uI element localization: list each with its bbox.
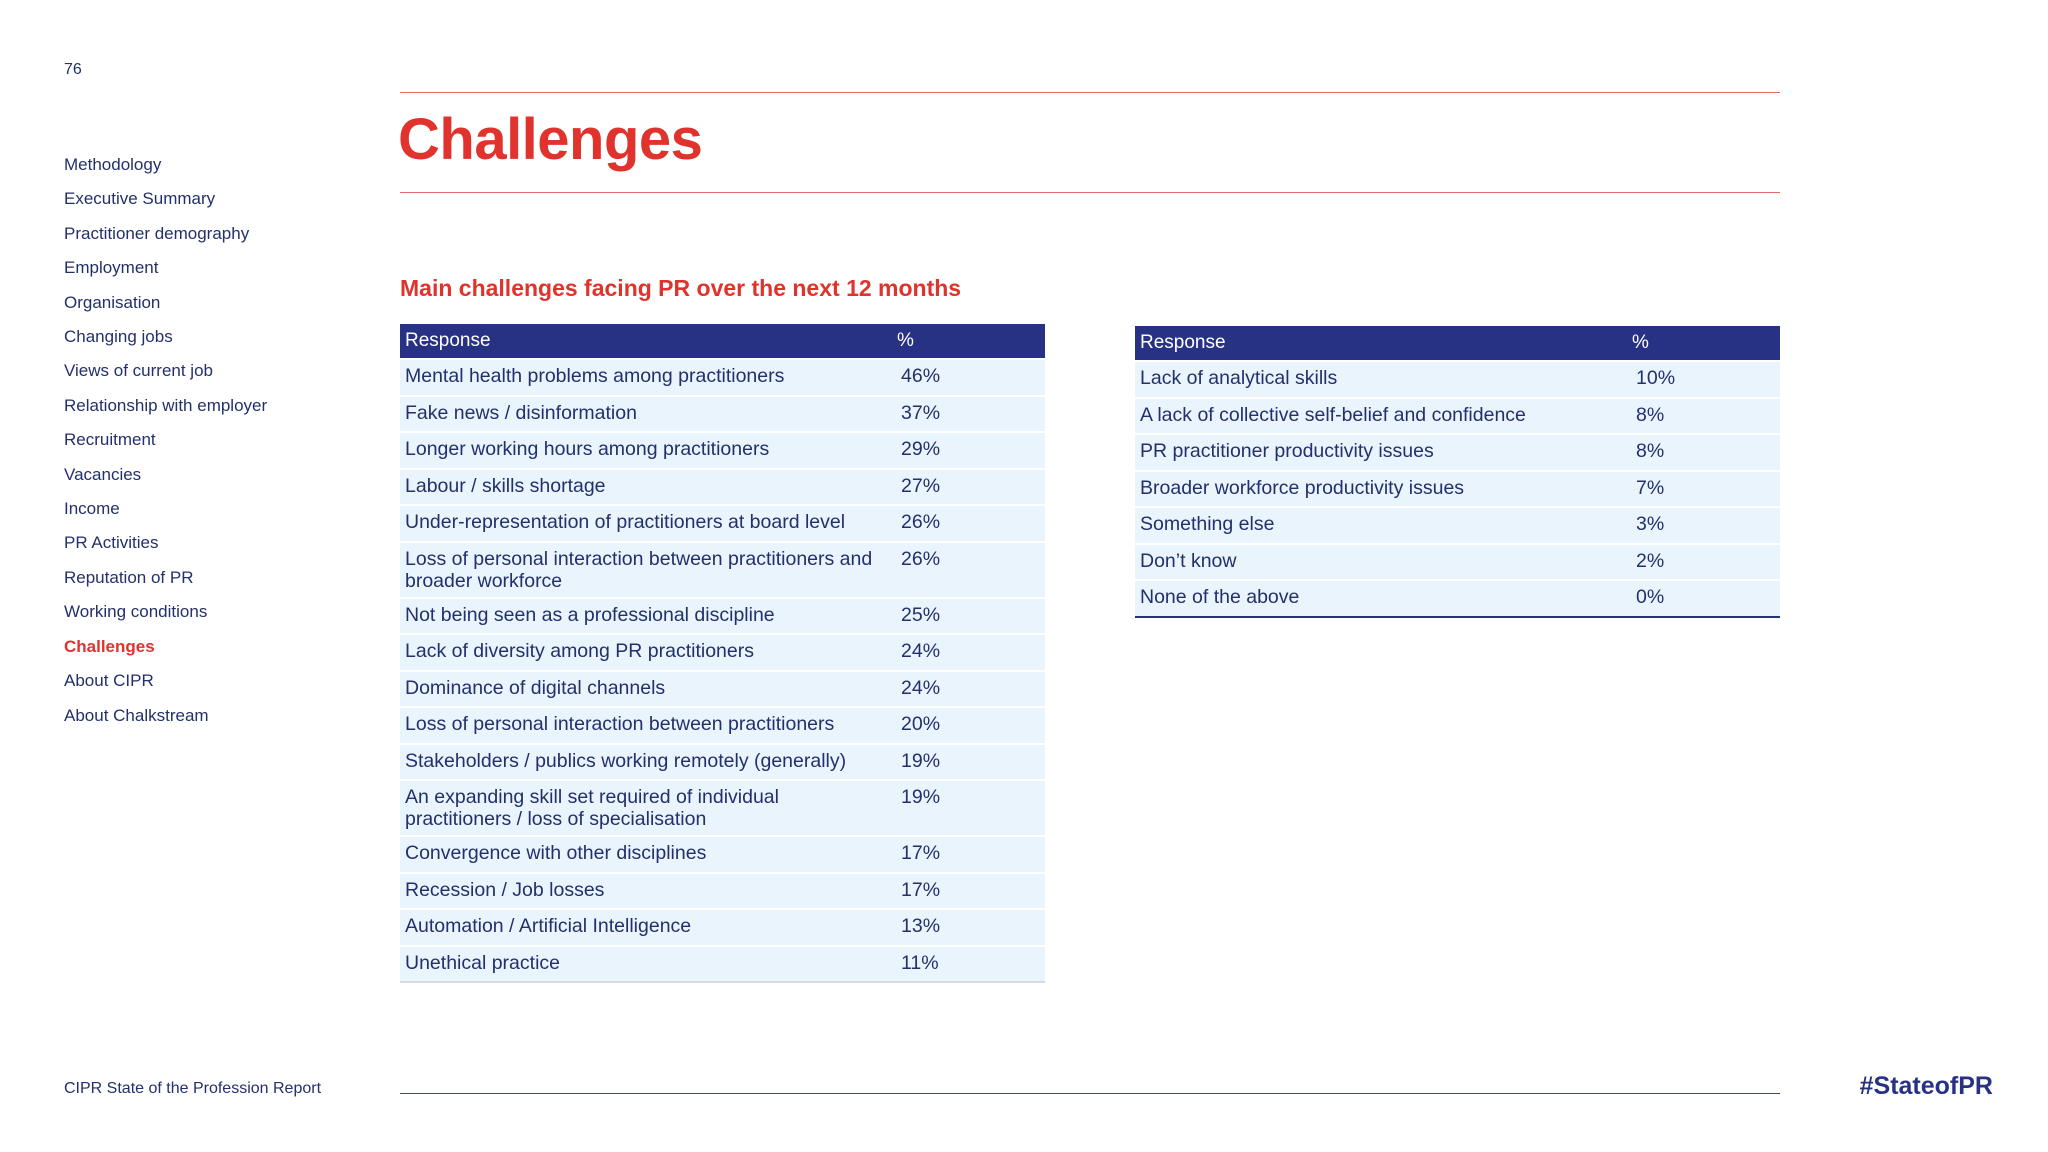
title-rule-bottom (400, 192, 1780, 193)
response-cell: Fake news / disinformation (400, 396, 892, 433)
percent-cell: 8% (1627, 434, 1780, 471)
table-row (400, 873, 1045, 910)
table-row (1135, 580, 1780, 617)
percent-cell: 29% (892, 432, 1045, 469)
sidebar-item-about-chalkstream[interactable]: About Chalkstream (64, 705, 209, 725)
table-row (400, 946, 1045, 983)
response-cell: Recession / Job losses (400, 873, 892, 910)
table-row (400, 505, 1045, 542)
sidebar-item-challenges[interactable]: Challenges (64, 636, 155, 656)
response-cell: Labour / skills shortage (400, 469, 892, 506)
response-cell: Broader workforce productivity issues (1135, 471, 1627, 508)
response-cell: Loss of personal interaction between practitioners (400, 707, 892, 744)
table-header-row (1135, 326, 1780, 361)
percent-cell: 24% (892, 671, 1045, 708)
sidebar-item-working-conditions[interactable]: Working conditions (64, 602, 208, 622)
sidebar-item-pr-activities[interactable]: PR Activities (64, 533, 159, 553)
percent-cell: 13% (892, 909, 1045, 946)
response-cell: Automation / Artificial Intelligence (400, 909, 892, 946)
table-row (400, 634, 1045, 671)
percent-cell: 19% (892, 780, 1045, 836)
percent-cell: 10% (1627, 361, 1780, 398)
sidebar-item-employment[interactable]: Employment (64, 258, 159, 278)
percent-column-header: % (892, 324, 1045, 359)
page-number: 76 (64, 61, 82, 78)
percent-cell: 19% (892, 744, 1045, 781)
percent-cell: 26% (892, 505, 1045, 542)
percent-cell: 17% (892, 836, 1045, 873)
table-row (400, 836, 1045, 873)
table-row (400, 780, 1045, 836)
sidebar-item-about-cipr[interactable]: About CIPR (64, 671, 154, 691)
response-cell: Stakeholders / publics working remotely (generally) (400, 744, 892, 781)
sidebar-nav (64, 148, 364, 733)
percent-cell: 3% (1627, 507, 1780, 544)
footer-hashtag: #StateofPR (1859, 1072, 1993, 1100)
sidebar-item-practitioner-demography[interactable]: Practitioner demography (64, 223, 250, 243)
table-row (400, 744, 1045, 781)
response-cell: A lack of collective self-belief and confidence (1135, 398, 1627, 435)
percent-cell: 27% (892, 469, 1045, 506)
table-row (400, 359, 1045, 396)
percent-cell: 24% (892, 634, 1045, 671)
sidebar-item-changing-jobs[interactable]: Changing jobs (64, 327, 173, 347)
table-header-row (400, 324, 1045, 359)
response-cell: Loss of personal interaction between practitioners and broader workforce (400, 542, 892, 598)
response-cell: Longer working hours among practitioners (400, 432, 892, 469)
challenges-table-right (1135, 326, 1780, 618)
response-cell: PR practitioner productivity issues (1135, 434, 1627, 471)
percent-column-header: % (1627, 326, 1780, 361)
challenges-table-left (400, 324, 1045, 983)
response-cell: Something else (1135, 507, 1627, 544)
table-row (400, 469, 1045, 506)
percent-cell: 37% (892, 396, 1045, 433)
sidebar-item-vacancies[interactable]: Vacancies (64, 464, 142, 484)
table-row (400, 396, 1045, 433)
percent-cell: 25% (892, 598, 1045, 635)
percent-cell: 0% (1627, 580, 1780, 617)
percent-cell: 2% (1627, 544, 1780, 581)
percent-cell: 8% (1627, 398, 1780, 435)
response-cell: Under-representation of practitioners at board level (400, 505, 892, 542)
sidebar-item-views-of-current-job[interactable]: Views of current job (64, 361, 213, 381)
percent-cell: 17% (892, 873, 1045, 910)
table-row (400, 671, 1045, 708)
sidebar-item-reputation-of-pr[interactable]: Reputation of PR (64, 567, 194, 587)
percent-cell: 20% (892, 707, 1045, 744)
sidebar-item-recruitment[interactable]: Recruitment (64, 430, 156, 450)
response-cell: None of the above (1135, 580, 1627, 617)
response-cell: Unethical practice (400, 946, 892, 983)
sidebar-item-executive-summary[interactable]: Executive Summary (64, 189, 216, 209)
response-cell: Convergence with other disciplines (400, 836, 892, 873)
response-cell: Mental health problems among practitioners (400, 359, 892, 396)
sidebar-item-methodology[interactable]: Methodology (64, 155, 162, 174)
response-cell: Don’t know (1135, 544, 1627, 581)
response-cell: An expanding skill set required of individual practitioners / loss of specialisation (400, 780, 892, 836)
table-row (400, 707, 1045, 744)
response-cell: Lack of analytical skills (1135, 361, 1627, 398)
sidebar-item-organisation[interactable]: Organisation (64, 292, 161, 312)
response-cell: Lack of diversity among PR practitioners (400, 634, 892, 671)
table-row (400, 432, 1045, 469)
percent-cell: 46% (892, 359, 1045, 396)
response-cell: Dominance of digital channels (400, 671, 892, 708)
response-column-header: Response (400, 324, 892, 359)
table-row (1135, 361, 1780, 398)
table-row (400, 542, 1045, 598)
table-row (1135, 544, 1780, 581)
percent-cell: 11% (892, 946, 1045, 983)
footer-report-name: CIPR State of the Profession Report (64, 1080, 322, 1097)
sidebar-item-relationship-with-employer[interactable]: Relationship with employer (64, 395, 268, 415)
sidebar-item-income[interactable]: Income (64, 499, 120, 519)
table-row (1135, 434, 1780, 471)
table-row (400, 598, 1045, 635)
percent-cell: 7% (1627, 471, 1780, 508)
response-cell: Not being seen as a professional discipline (400, 598, 892, 635)
table-row (400, 909, 1045, 946)
response-column-header: Response (1135, 326, 1627, 361)
page-title: Challenges (398, 107, 703, 172)
table-row (1135, 507, 1780, 544)
percent-cell: 26% (892, 542, 1045, 598)
title-rule-top (400, 92, 1780, 93)
table-row (1135, 471, 1780, 508)
footer-rule (400, 1093, 1780, 1094)
section-title: Main challenges facing PR over the next 12 months (400, 275, 962, 301)
table-row (1135, 398, 1780, 435)
